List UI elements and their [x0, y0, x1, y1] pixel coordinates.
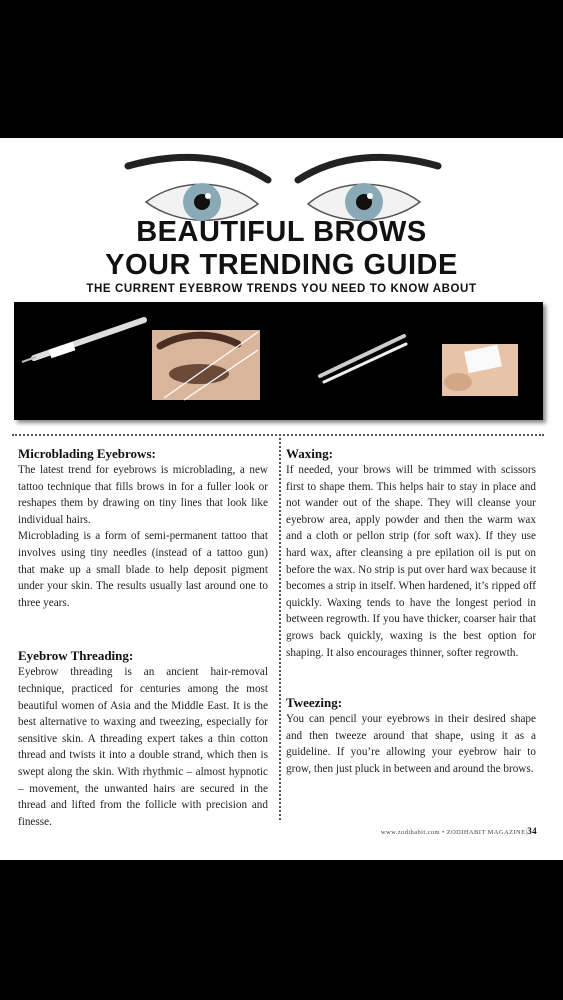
tweezing-paragraph: You can pencil your eyebrows in their desired shape and then tweeze around that shape, using it as a guideline. If you’re allowing your eyebrow hair to grow, then just pluck in between and around the brows. [286, 713, 536, 775]
threading-paragraph: Eyebrow threading is an ancient hair-removal technique, practiced for centuries among the most beautiful women of Asia and the Middle East. It is the best alternative to waxing and tweezing, especially for sensitive skin. A threading expert takes a thin cotton thread and twists it into a double strand, which then is swept along the skin. With rhythmic – almost hypnotic – movement, the unwanted hairs are secured in the thread and lifted from the follicle with precision and finesse. [18, 666, 268, 828]
right-column [286, 446, 536, 778]
subtitle: THE CURRENT EYEBROW TRENDS YOU NEED TO KNOW ABOUT [86, 283, 477, 295]
footer-url: www.zodihabit.com [380, 829, 440, 836]
left-column [18, 446, 268, 830]
divider-dotted [12, 434, 544, 436]
threading-photo [152, 330, 260, 400]
microblading-paragraph-1: The latest trend for eyebrows is microblading, a new tattoo technique that fills brows in for a fuller look or reshapes them by drawing on tiny lines that look like individual hairs. [18, 464, 268, 526]
waxing-photo [442, 344, 518, 396]
microblading-pen-image [22, 320, 144, 362]
tweezers-image [320, 336, 406, 382]
tweezing-heading: Tweezing: [286, 695, 343, 711]
microblading-heading: Microblading Eyebrows: [18, 446, 156, 461]
page-number: 34 [527, 826, 537, 836]
waxing-paragraph: If needed, your brows will be trimmed with scissors first to shape them. This helps hair to stay in place and not wander out of the shape. They will cleanse your eyebrow area, apply powder and then the warm wax and a cloth or pellon strip (for soft wax). If they use hard wax, after cleansing a pre epilation oil is put on before the wax. No strip is put over hard wax because it becomes a strip in itself. When hardened, it’s ripped off quickly. Waxing tends to have the longest period in between regrowth. If you have thicker, coarser hair that grows back quickly, waxing is the best option for shaping. It also encourages thinner, softer regrowth. [286, 464, 536, 659]
microblading-paragraph-2: Microblading is a form of semi-permanent tattoo that involves using tiny needles (instead of a tattoo gun) that make up a small blade to help deposit pigment under your skin. The results usually last around one to three years. [18, 530, 268, 609]
headline-line-2: YOUR TRENDING GUIDE [105, 249, 458, 281]
footer-magazine: ZODIHABIT MAGAZINE [446, 829, 526, 836]
tools-photo-strip [14, 302, 543, 420]
waxing-heading: Waxing: [286, 446, 333, 461]
magazine-page [0, 138, 563, 860]
page-footer: www.zodihabit.com • ZODIHABIT MAGAZINE|34 [380, 826, 537, 836]
headline-line-1: BEAUTIFUL BROWS [136, 216, 427, 248]
footer-separator: • [442, 829, 445, 836]
column-divider [279, 438, 281, 820]
threading-heading: Eyebrow Threading: [18, 648, 134, 664]
